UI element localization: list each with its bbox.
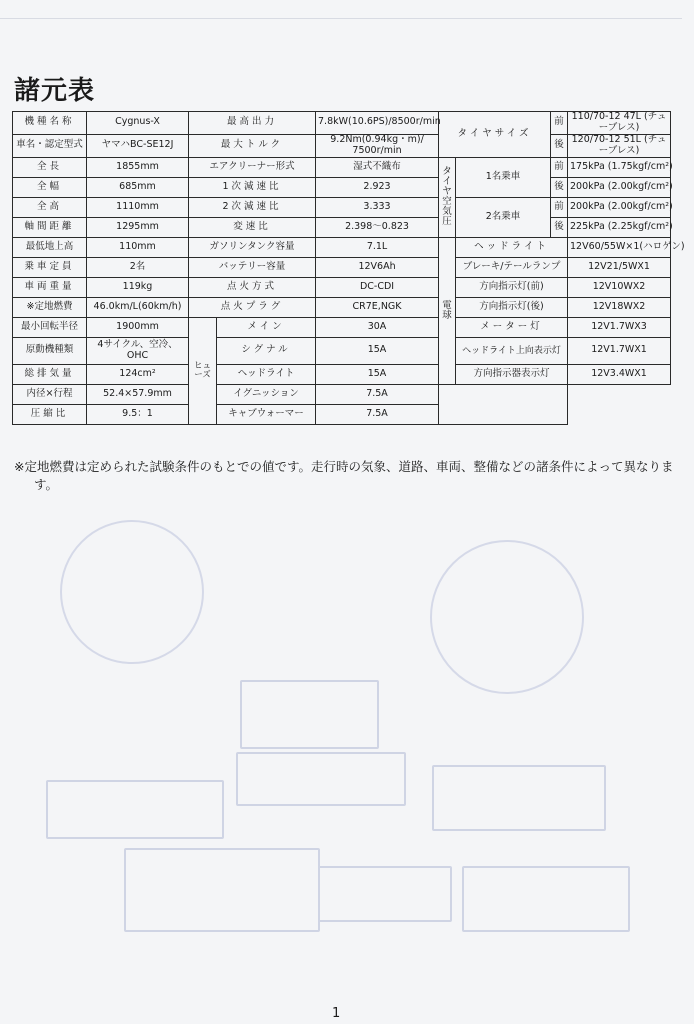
spec-side: 前 — [551, 197, 568, 217]
spec-value: 119kg — [87, 277, 189, 297]
spec-value: 1110mm — [87, 197, 189, 217]
spec-row — [13, 157, 671, 177]
spec-label: ブレーキ/テールランプ — [456, 257, 568, 277]
page-title: 諸元表 — [14, 76, 96, 106]
spec-value: 7.5A — [316, 404, 439, 424]
spec-label: 総排気量 — [13, 364, 87, 384]
spec-value: 4サイクル、空冷、OHC — [87, 337, 189, 364]
spec-label: ヘッドライト — [456, 237, 568, 257]
spec-row — [13, 317, 671, 337]
page-number: 1 — [332, 1006, 341, 1021]
spec-label: エアクリーナー形式 — [189, 157, 316, 177]
spec-value: 2.398〜0.823 — [316, 217, 439, 237]
spec-label: 方向指示灯(前) — [456, 277, 568, 297]
spec-label: 原動機種類 — [13, 337, 87, 364]
specification-table — [12, 111, 685, 425]
reverse-side-diagram-ghost — [236, 752, 406, 806]
spec-label: 1名乗車 — [456, 157, 551, 197]
reverse-side-diagram-ghost — [462, 866, 630, 932]
spec-label: ヘッドライト上向表示灯 — [456, 337, 568, 364]
spec-value: 7.1L — [316, 237, 439, 257]
spec-value: CR7E,NGK — [316, 297, 439, 317]
spec-side: 後 — [551, 177, 568, 197]
spec-value: Cygnus-X — [87, 112, 189, 135]
spec-value: 1855mm — [87, 157, 189, 177]
spec-value: 12V1.7WX3 — [568, 317, 671, 337]
spec-row — [13, 257, 671, 277]
spec-value: 7.8kW(10.6PS)/8500r/min — [316, 112, 439, 135]
spec-side: 前 — [551, 112, 568, 135]
spec-value: 12V60/55W×1(ハロゲン) — [568, 237, 671, 257]
spec-value: 12V21/5WX1 — [568, 257, 671, 277]
spec-label: 最高出力 — [189, 112, 316, 135]
spec-value: 9.2Nm(0.94kg・m)/ 7500r/min — [316, 134, 439, 157]
spec-row — [13, 297, 671, 317]
spec-label: シグナル — [217, 337, 316, 364]
spec-row — [13, 277, 671, 297]
spec-label: 点火方式 — [189, 277, 316, 297]
spec-label: 最小回転半径 — [13, 317, 87, 337]
spec-value: 15A — [316, 364, 439, 384]
spec-label: 方向指示器表示灯 — [456, 364, 568, 384]
spec-row — [13, 337, 671, 364]
reverse-side-diagram-ghost — [46, 780, 224, 839]
spec-label: ガソリンタンク容量 — [189, 237, 316, 257]
reverse-side-wheel-ghost — [430, 540, 584, 694]
spec-value: ヤマハBC-SE12J — [87, 134, 189, 157]
spec-label: 方向指示灯(後) — [456, 297, 568, 317]
spec-value: 12V6Ah — [316, 257, 439, 277]
spec-label: 2次減速比 — [189, 197, 316, 217]
spec-value: 200kPa (2.00kgf/cm²) — [568, 197, 671, 217]
spec-value: 2.923 — [316, 177, 439, 197]
spec-group-label: ヒューズ — [189, 317, 217, 424]
spec-label: ※定地燃費 — [13, 297, 87, 317]
spec-label: 最低地上高 — [13, 237, 87, 257]
spec-label: 内径×行程 — [13, 384, 87, 404]
spec-label: バッテリー容量 — [189, 257, 316, 277]
spec-label: タイヤサイズ — [439, 112, 551, 158]
spec-value: 200kPa (2.00kgf/cm²) — [568, 177, 671, 197]
spec-label: 圧縮比 — [13, 404, 87, 424]
spec-value: 120/70-12 51L (チューブレス) — [568, 134, 671, 157]
reverse-side-diagram-ghost — [124, 848, 320, 932]
spec-value: 15A — [316, 337, 439, 364]
spec-row — [13, 134, 671, 157]
spec-value: 12V10WX2 — [568, 277, 671, 297]
spec-value: 7.5A — [316, 384, 439, 404]
spec-value: DC-CDI — [316, 277, 439, 297]
reverse-side-diagram-ghost — [240, 680, 379, 749]
spec-value: 3.333 — [316, 197, 439, 217]
spec-value: 12V3.4WX1 — [568, 364, 671, 384]
spec-row — [13, 237, 671, 257]
spec-label: メーター灯 — [456, 317, 568, 337]
spec-value: 30A — [316, 317, 439, 337]
fuel-economy-footnote: ※定地燃費は定められた試験条件のもとでの値です。走行時の気象、道路、車両、整備などの諸条件によって異なります。 — [14, 459, 674, 492]
spec-value: 12V1.7WX1 — [568, 337, 671, 364]
spec-label: 乗車定員 — [13, 257, 87, 277]
spec-row — [13, 217, 671, 237]
spec-row — [13, 112, 671, 135]
spec-value: 225kPa (2.25kgf/cm²) — [568, 217, 671, 237]
spec-value: 685mm — [87, 177, 189, 197]
spec-label: 点火プラグ — [189, 297, 316, 317]
spec-side: 後 — [551, 217, 568, 237]
spec-label: 全高 — [13, 197, 87, 217]
spec-value: 110mm — [87, 237, 189, 257]
spec-empty-cell — [439, 384, 568, 424]
spec-row — [13, 384, 671, 404]
spec-label: 2名乗車 — [456, 197, 551, 237]
spec-value: 124cm² — [87, 364, 189, 384]
spec-value: 1295mm — [87, 217, 189, 237]
spec-side: 前 — [551, 157, 568, 177]
spec-label: キャブウォーマー — [217, 404, 316, 424]
spec-row — [13, 364, 671, 384]
spec-label: 車両重量 — [13, 277, 87, 297]
spec-label: ヘッドライト — [217, 364, 316, 384]
reverse-side-wheel-ghost — [60, 520, 204, 664]
spec-side: 後 — [551, 134, 568, 157]
spec-label: 変速比 — [189, 217, 316, 237]
spec-label: 軸間距離 — [13, 217, 87, 237]
reverse-side-diagram-ghost — [432, 765, 606, 831]
spec-label: 車名・認定型式 — [13, 134, 87, 157]
spec-value: 175kPa (1.75kgf/cm²) — [568, 157, 671, 177]
spec-value: 湿式不織布 — [316, 157, 439, 177]
spec-label: 最大トルク — [189, 134, 316, 157]
spec-value: 2名 — [87, 257, 189, 277]
spec-group-label: 電球 — [439, 237, 456, 384]
spec-label: メイン — [217, 317, 316, 337]
spec-value: 9.5：1 — [87, 404, 189, 424]
spec-row — [13, 404, 671, 424]
spec-value: 46.0km/L(60km/h) — [87, 297, 189, 317]
spec-row — [13, 177, 671, 197]
spec-value: 12V18WX2 — [568, 297, 671, 317]
spec-row — [13, 197, 671, 217]
reverse-side-header-ghost — [0, 18, 682, 49]
spec-value: 52.4×57.9mm — [87, 384, 189, 404]
reverse-side-diagram-ghost — [318, 866, 452, 922]
spec-label: 1次減速比 — [189, 177, 316, 197]
spec-label: 機種名称 — [13, 112, 87, 135]
spec-label: 全幅 — [13, 177, 87, 197]
spec-value: 110/70-12 47L (チューブレス) — [568, 112, 671, 135]
spec-value: 1900mm — [87, 317, 189, 337]
spec-label: イグニッション — [217, 384, 316, 404]
spec-group-label: タイヤ空気圧 — [439, 157, 456, 237]
spec-label: 全長 — [13, 157, 87, 177]
